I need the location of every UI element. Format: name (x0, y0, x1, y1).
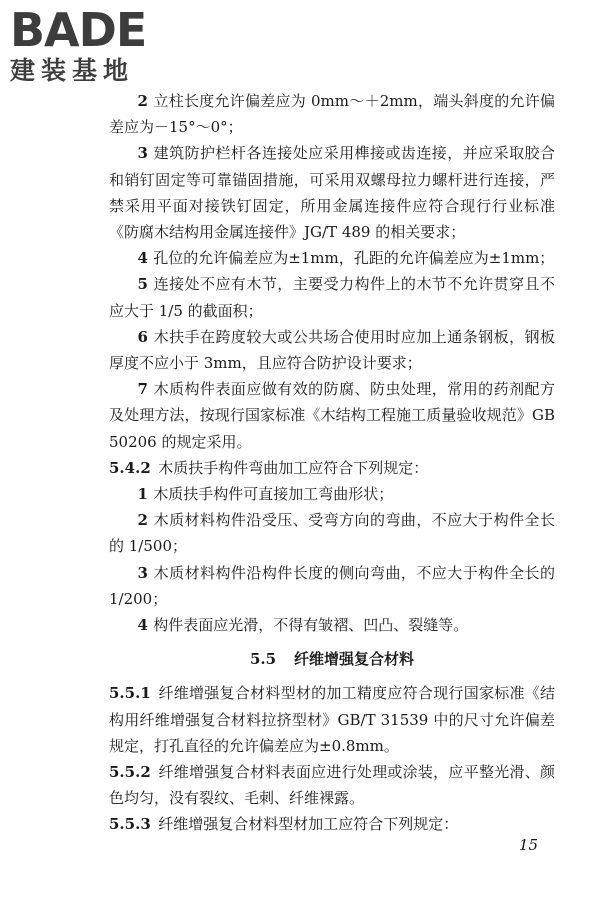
clause-number: 5.4.2 (109, 458, 151, 477)
page-number: 15 (518, 836, 538, 854)
item-number: 7 (137, 380, 148, 399)
clause-5-4-2 (109, 455, 555, 481)
logo-brand-text: BADE (10, 3, 147, 57)
item-number: 6 (137, 327, 148, 346)
item-text: 木质扶手构件可直接加工弯曲形状； (153, 485, 394, 504)
section-heading (109, 646, 555, 672)
item-text: 木扶手在跨度较大或公共场合使用时应加上通条钢板，钢板厚度不应小于 3mm，且应符合防护设计要求； (109, 327, 555, 373)
clause-text: 纤维增强复合材料型材的加工精度应符合现行国家标准《结构用纤维增强复合材料拉挤型材》GB/T 31539 中的尺寸允许偏差规定，打孔直径的允许偏差应为±0.8mm。 (109, 684, 555, 755)
item-text: 连接处不应有木节，主要受力构件上的木节不允许贯穿且不应大于 1/5 的截面积； (109, 275, 555, 320)
item-number: 2 (137, 92, 148, 110)
list-item (109, 324, 555, 376)
document-body (109, 88, 555, 838)
item-text: 构件表面应光滑，不得有皱褶、凹凸、裂缝等。 (153, 616, 469, 635)
clause-5-5-2 (109, 759, 555, 811)
item-text: 建筑防护栏杆各连接处应采用榫接或齿连接，并应采取胶合和销钉固定等可靠锚固措施，可采用双螺母拉力螺杆进行连接，严禁采用平面对接铁钉固定，所用金属连接件应符合现行行业标准《防腐木结构用金属连接件》JG/T 489 的相关要求； (109, 144, 555, 242)
list-item (109, 376, 555, 455)
list-item (109, 507, 555, 559)
list-item (109, 88, 555, 140)
logo-subtitle: 建装基地 (10, 56, 135, 85)
clause-text: 纤维增强复合材料表面应进行处理或涂装，应平整光滑、颜色均匀，没有裂纹、毛刺、纤维裸露。 (109, 763, 555, 808)
item-text: 木质构件表面应做有效的防腐、防虫处理，常用的药剂配方及处理方法，按现行国家标准《木结构工程施工质量验收规范》GB 50206 的规定采用。 (109, 380, 555, 451)
item-number: 4 (137, 249, 148, 268)
item-number: 4 (137, 616, 148, 635)
list-item (109, 140, 555, 245)
item-number: 3 (137, 144, 148, 163)
item-text: 立柱长度允许偏差应为 0mm～＋2mm，端头斜度的允许偏差应为－15°～0°； (109, 92, 555, 137)
list-item (109, 560, 555, 612)
list-item (109, 612, 555, 638)
item-number: 3 (137, 563, 148, 582)
item-number: 5 (137, 275, 148, 294)
section-title: 纤维增强复合材料 (294, 650, 415, 669)
clause-number: 5.5.1 (109, 684, 151, 703)
brand-logo (10, 3, 180, 86)
section-number: 5.5 (249, 650, 277, 669)
item-text: 孔位的允许偏差应为±1mm，孔距的允许偏差应为±1mm； (153, 249, 555, 268)
list-item (109, 245, 555, 271)
clause-5-5-1 (109, 680, 555, 759)
item-number: 2 (137, 511, 148, 530)
clause-number: 5.5.3 (109, 815, 151, 834)
list-item (109, 271, 555, 323)
item-number: 1 (137, 485, 148, 504)
list-item (109, 481, 555, 507)
clause-text: 木质扶手构件弯曲加工应符合下列规定： (158, 458, 429, 477)
item-text: 木质材料构件沿受压、受弯方向的弯曲，不应大于构件全长的 1/500； (109, 511, 555, 556)
clause-text: 纤维增强复合材料型材加工应符合下列规定： (158, 815, 459, 834)
item-text: 木质材料构件沿构件长度的侧向弯曲，不应大于构件全长的 1/200； (109, 563, 555, 608)
clause-5-5-3 (109, 811, 555, 837)
clause-number: 5.5.2 (109, 763, 151, 782)
